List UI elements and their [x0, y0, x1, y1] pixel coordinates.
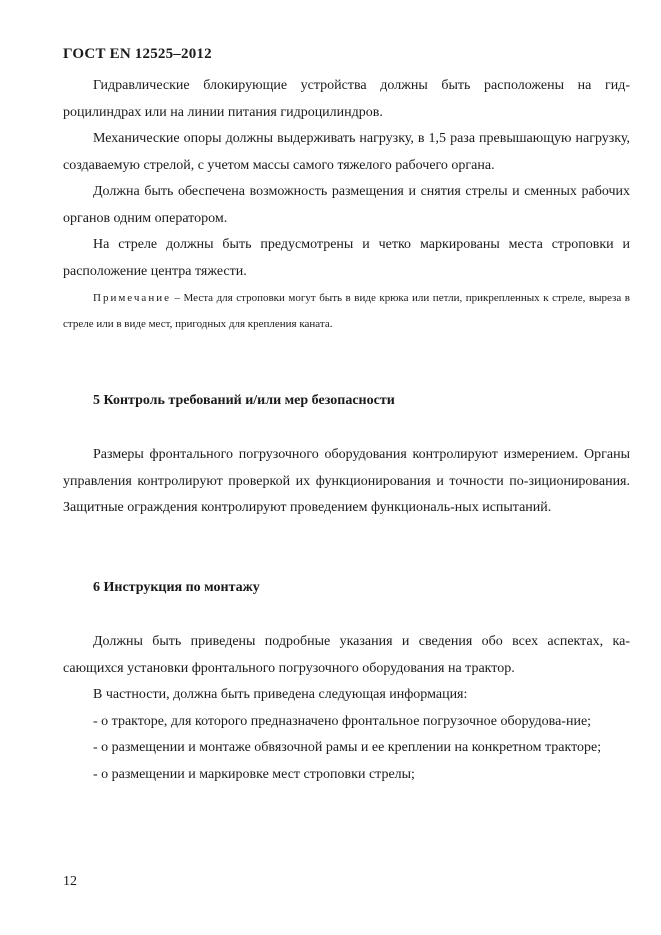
list-item: - о размещении и монтаже обвязочной рамы и ее креплении на конкретном тракторе; — [93, 740, 602, 755]
document-header: ГОСТ EN 12525–2012 — [63, 46, 212, 62]
paragraph: Размеры фронтального погрузочного оборудования контролируют измерением. Органы управления контролируют проверкой их функционирования и точности по-зиционирования. Защитные ограждения контролируют проведением функциональ-ных испытаний. — [63, 447, 630, 515]
page-number: 12 — [63, 874, 77, 889]
section-5-heading: 5 Контроль требований и/или мер безопасности — [93, 393, 395, 408]
note-label: Примечание — [93, 292, 171, 304]
list-item: - о размещении и маркировке мест строповки стрелы; — [93, 766, 415, 782]
note — [63, 285, 630, 337]
section-6-heading: 6 Инструкция по монтажу — [93, 580, 260, 595]
paragraph: Гидравлические блокирующие устройства должны быть расположены на гид-роцилиндрах или на линии питания гидроцилиндров. — [63, 78, 630, 120]
list-item: - о тракторе, для которого предназначено фронтальное погрузочное оборудова-ние; — [93, 713, 592, 729]
section-6-body — [63, 629, 630, 788]
section-5-body — [63, 442, 630, 522]
paragraph: На стреле должны быть предусмотрены и четко маркированы места строповки и расположение центра тяжести. — [63, 237, 630, 279]
note-text: – Места для строповки могут быть в виде крюка или петли, прикрепленных к стреле, выреза в стреле или в виде мест, пригодных для крепления каната. — [63, 292, 630, 330]
top-text-block — [63, 73, 630, 337]
paragraph: Механические опоры должны выдерживать нагрузку, в 1,5 раза превышающую нагрузку, создаваемую стрелой, с учетом массы самого тяжелого рабочего органа. — [63, 131, 630, 173]
paragraph: Должна быть обеспечена возможность размещения и снятия стрелы и сменных рабочих органов одним оператором. — [63, 184, 630, 226]
paragraph: Должны быть приведены подробные указания и сведения обо всех аспектах, ка-сающихся установки фронтального погрузочного оборудования на трактор. — [63, 634, 630, 676]
paragraph: В частности, должна быть приведена следующая информация: — [93, 687, 468, 702]
